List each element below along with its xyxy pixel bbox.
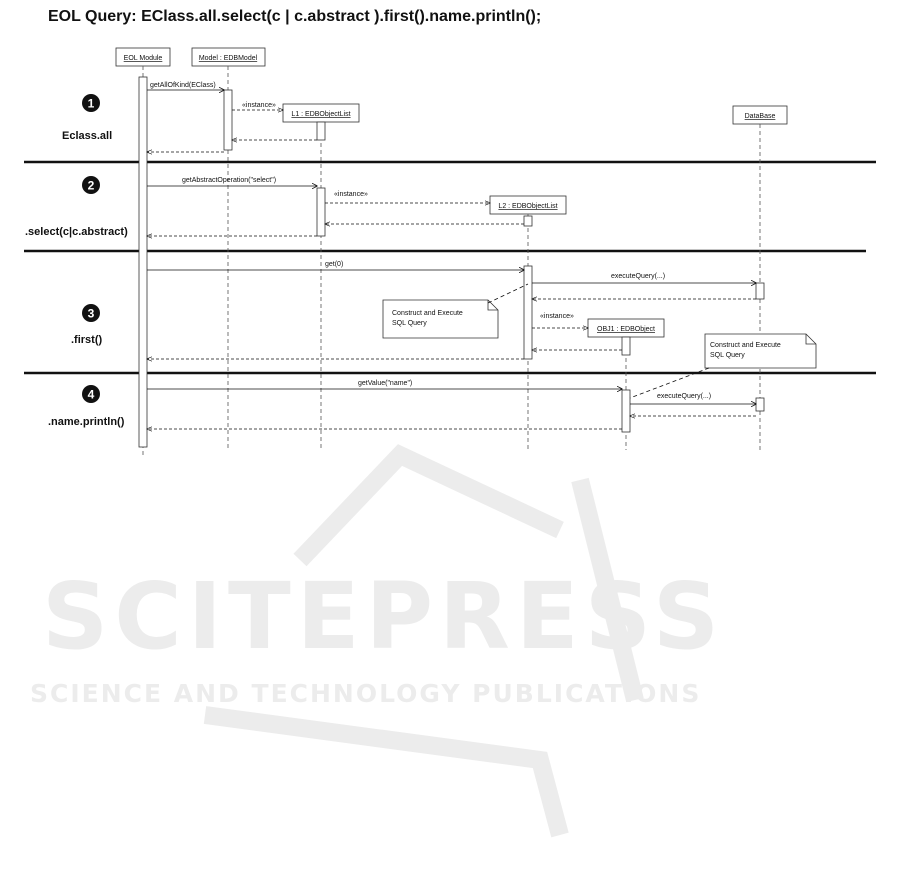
lifeline-label-obj1: OBJ1 : EDBObject (597, 326, 655, 333)
step-4-number: 4 (87, 387, 95, 402)
step-1 (62, 94, 112, 142)
activation-l2-a (524, 216, 532, 226)
step-1-label: Eclass.all (62, 130, 113, 142)
msg-instance-1: «instance» (242, 102, 276, 109)
activation-model (224, 90, 232, 150)
step-3-number: 3 (87, 306, 95, 321)
lifeline-header-obj1 (588, 319, 664, 337)
msg-instance-2: «instance» (334, 191, 368, 198)
activation-l1-a (317, 122, 325, 140)
activation-l2-b (524, 266, 532, 359)
msg-get-abstract-operation: getAbstractOperation("select") (182, 177, 277, 184)
note-1-line-2: SQL Query (392, 320, 427, 327)
msg-get-0: get(0) (325, 261, 344, 268)
step-2-label: .select(c|c.abstract) (25, 226, 128, 238)
watermark-title: SCITEPRESS (42, 563, 726, 670)
lifeline-label-db: DataBase (744, 113, 776, 120)
step-2-number: 2 (87, 178, 95, 193)
diagram-title: EOL Query: EClass.all.select(c | c.abstract ).first().name.println(); (48, 8, 542, 25)
msg-get-value: getValue("name") (358, 380, 413, 387)
step-2 (25, 176, 128, 238)
step-4-label: .name.println() (48, 416, 125, 428)
note-1-line-1: Construct and Execute (392, 310, 463, 317)
activation-obj1-a (622, 337, 630, 355)
note-2 (630, 334, 816, 398)
lifeline-label-l2: L2 : EDBObjectList (498, 203, 558, 210)
watermark-subtitle: SCIENCE AND TECHNOLOGY PUBLICATIONS (30, 679, 702, 708)
activation-bars (139, 77, 764, 447)
lifeline-label-l1: L1 : EDBObjectList (291, 111, 351, 118)
activation-l1-b (317, 188, 325, 236)
activation-eol (139, 77, 147, 447)
msg-instance-3: «instance» (540, 313, 574, 320)
activation-db-b (756, 398, 764, 411)
lifeline-header-db (733, 106, 787, 124)
lifeline-label-eol: EOL Module (123, 55, 163, 62)
msg-execute-query-2: executeQuery(...) (657, 393, 712, 400)
step-3 (71, 304, 103, 346)
lifeline-label-model: Model : EDBModel (198, 55, 258, 62)
watermark (30, 455, 725, 835)
lifeline-header-l1 (283, 104, 359, 122)
msg-get-all-of-kind: getAllOfKind(EClass) (150, 82, 216, 89)
note-2-line-2: SQL Query (710, 352, 745, 359)
lifeline-header-model (192, 48, 265, 66)
activation-db-a (756, 283, 764, 299)
lifeline-header-l2 (490, 196, 566, 214)
note-1 (383, 284, 528, 338)
note-2-line-1: Construct and Execute (710, 342, 781, 349)
msg-execute-query-1: executeQuery(...) (611, 273, 666, 280)
activation-obj1-b (622, 390, 630, 432)
lifeline-header-eol (116, 48, 170, 66)
step-3-label: .first() (71, 334, 103, 346)
step-1-number: 1 (87, 96, 95, 111)
step-4 (48, 385, 125, 428)
